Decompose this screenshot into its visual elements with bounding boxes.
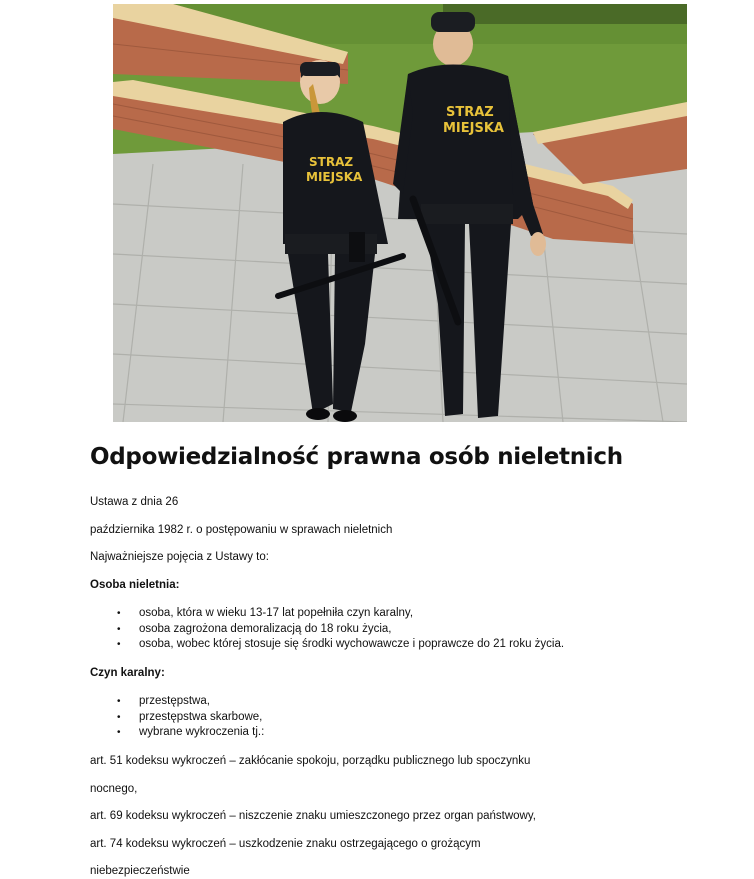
- svg-text:STRAZ: STRAZ: [446, 105, 494, 120]
- paragraph-art-74: art. 74 kodeksu wykroczeń – uszkodzenie znaku ostrzegającego o grożącym: [90, 838, 481, 850]
- page-title: Odpowiedzialność prawna osób nieletnich: [90, 444, 623, 470]
- list-item-text: wybrane wykroczenia tj.:: [139, 726, 265, 739]
- list-item: [90, 725, 264, 741]
- bullet: •: [117, 608, 121, 619]
- list-osoba-nieletnia: [90, 606, 564, 653]
- bullet: •: [117, 696, 121, 707]
- list-item: [90, 710, 264, 726]
- bullet: •: [117, 623, 121, 635]
- svg-text:MIEJSKA: MIEJSKA: [306, 170, 363, 184]
- list-czyn-karalny: [90, 694, 264, 741]
- paragraph-art-51: art. 51 kodeksu wykroczeń – zakłócanie spokoju, porządku publicznego lub spoczynku: [90, 755, 531, 767]
- guards-photo-illustration: [113, 4, 687, 422]
- section-heading-czyn-karalny: Czyn karalny:: [90, 667, 165, 679]
- bullet: •: [117, 727, 121, 739]
- intro-line-1: Ustawa z dnia 26: [90, 496, 179, 508]
- paragraph-art-69: art. 69 kodeksu wykroczeń – niszczenie znaku umieszczonego przez organ państwowy,: [90, 810, 536, 822]
- paragraph-art-51-cont: nocnego,: [90, 783, 138, 795]
- list-item: [90, 622, 564, 638]
- intro-line-2: października 1982 r. o postępowaniu w sprawach nieletnich: [90, 524, 393, 536]
- svg-text:MIEJSKA: MIEJSKA: [443, 121, 504, 136]
- list-item-text: osoba, wobec której stosuje się środki wychowawcze i poprawcze do 21 roku życia.: [139, 638, 565, 651]
- list-item-text: przestępstwa skarbowe,: [139, 710, 263, 723]
- bullet: •: [117, 711, 121, 723]
- list-item-text: osoba zagrożona demoralizacją do 18 roku życia,: [139, 622, 392, 635]
- paragraph-art-74-cont: niebezpieczeństwie: [90, 865, 190, 877]
- list-item: [90, 637, 564, 653]
- section-heading-osoba-nieletnia: Osoba nieletnia:: [90, 579, 180, 591]
- list-item-text: osoba, która w wieku 13-17 lat popełniła czyn karalny,: [139, 607, 414, 619]
- list-item: [90, 694, 264, 710]
- list-item: [90, 606, 564, 622]
- article-photo: [113, 4, 687, 422]
- intro-line-3: Najważniejsze pojęcia z Ustawy to:: [90, 551, 269, 563]
- svg-text:STRAZ: STRAZ: [309, 155, 354, 169]
- list-item-text: przestępstwa,: [139, 695, 210, 707]
- bullet: •: [117, 639, 121, 651]
